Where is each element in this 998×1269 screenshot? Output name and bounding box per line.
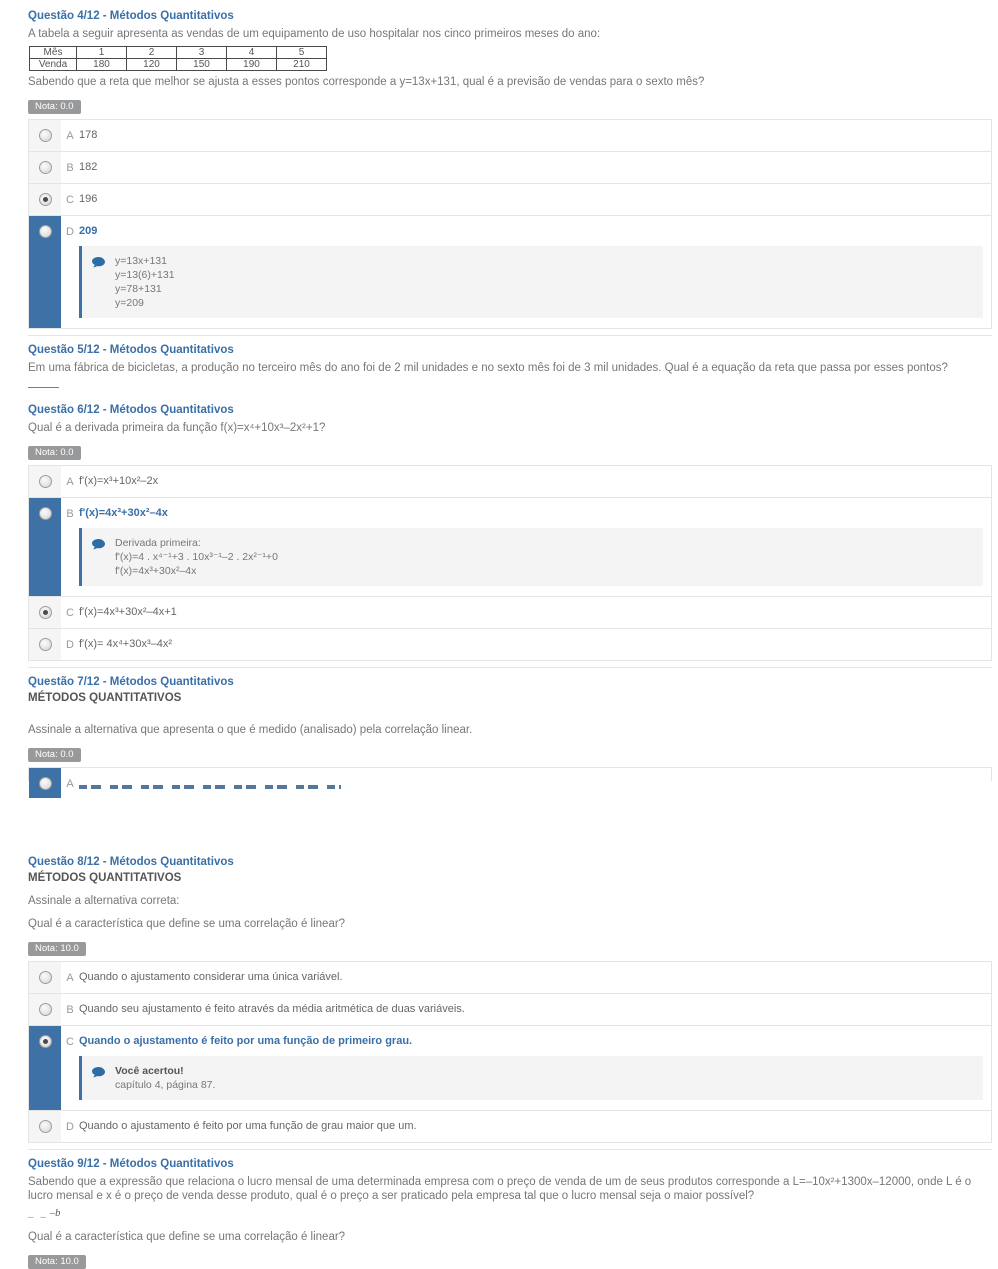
option-row[interactable] <box>29 498 991 597</box>
table-cell: 190 <box>227 59 277 71</box>
formula-fragment <box>28 1207 995 1221</box>
option-row[interactable] <box>29 152 991 184</box>
radio-cell <box>29 994 61 1025</box>
explanation-line: y=13(6)+131 <box>115 269 175 281</box>
question-separator <box>28 667 992 668</box>
radio-button[interactable] <box>39 193 52 206</box>
option-letter: D <box>66 226 74 238</box>
options-list <box>28 767 992 790</box>
radio-button[interactable] <box>39 777 52 790</box>
score-badge: Nota: 10.0 <box>28 1255 86 1269</box>
option-content <box>79 184 991 215</box>
option-content <box>79 466 991 497</box>
option-text: f'(x)=x³+10x²–2x <box>79 475 159 487</box>
option-content <box>79 962 991 993</box>
question-title: Questão 4/12 - Métodos Quantitativos <box>28 10 234 22</box>
explanation-line: Derivada primeira: <box>115 537 201 549</box>
option-text: Quando o ajustamento é feito por uma função de grau maior que um. <box>79 1120 417 1132</box>
table-cell: 180 <box>77 59 127 71</box>
table-cell: Venda <box>30 59 77 71</box>
explanation-line: capítulo 4, página 87. <box>115 1079 216 1091</box>
score-badge: Nota: 0.0 <box>28 100 81 114</box>
radio-button[interactable] <box>39 1035 52 1048</box>
option-text: Quando seu ajustamento é feito através da média aritmética de duas variáveis. <box>79 1003 465 1015</box>
radio-cell <box>29 962 61 993</box>
option-text: Quando o ajustamento é feito por uma função de primeiro grau. <box>79 1035 413 1047</box>
question-title: Questão 8/12 - Métodos Quantitativos <box>28 856 234 868</box>
question-title: Questão 6/12 - Métodos Quantitativos <box>28 404 234 416</box>
question-title: Questão 7/12 - Métodos Quantitativos <box>28 676 234 688</box>
option-text: f'(x)=4x³+30x²–4x <box>79 507 168 519</box>
formula-fragment-sup: –b <box>49 1208 61 1219</box>
option-letter: C <box>66 1036 74 1048</box>
comment-icon <box>92 1065 105 1076</box>
question-block-5 <box>28 344 995 388</box>
option-letter: B <box>66 162 74 174</box>
table-cell: 1 <box>77 47 127 59</box>
option-letter: A <box>66 778 74 790</box>
option-letter: C <box>66 194 74 206</box>
radio-cell <box>29 216 61 328</box>
option-text: 209 <box>79 225 98 237</box>
question-block-8 <box>28 856 995 1143</box>
radio-button[interactable] <box>39 971 52 984</box>
option-row[interactable] <box>29 994 991 1026</box>
radio-button[interactable] <box>39 1120 52 1133</box>
question-text: Qual é a característica que define se uma correlação é linear? <box>28 1231 346 1243</box>
option-text: f'(x)= 4x⁴+30x³–4x² <box>79 638 173 650</box>
question-text: Qual é a derivada primeira da função f(x)=x⁴+10x³–2x²+1? <box>28 422 326 434</box>
question-block-9 <box>28 1158 995 1269</box>
table-row <box>30 47 327 59</box>
radio-button[interactable] <box>39 507 52 520</box>
radio-cell <box>29 1111 61 1142</box>
option-content <box>79 768 991 798</box>
radio-cell <box>29 152 61 183</box>
question-text: Assinale a alternativa que apresenta o que é medido (analisado) pela correlação linear. <box>28 724 473 736</box>
radio-cell <box>29 184 61 215</box>
option-letter: A <box>66 476 74 488</box>
option-text: 196 <box>79 193 98 205</box>
radio-button[interactable] <box>39 606 52 619</box>
explanation-line: f'(x)=4x³+30x²–4x <box>115 565 197 577</box>
data-table <box>29 46 327 71</box>
question-block-4 <box>28 10 995 329</box>
option-content <box>79 597 991 628</box>
question-text: Sabendo que a reta que melhor se ajusta a esses pontos corresponde a y=13x+131, qual é a previsão de vendas para o sexto mês? <box>28 76 705 88</box>
options-list <box>28 465 992 661</box>
radio-cell <box>29 629 61 660</box>
question-separator <box>28 1149 992 1150</box>
explanation-line: y=209 <box>115 297 144 309</box>
radio-button[interactable] <box>39 161 52 174</box>
option-row[interactable] <box>29 962 991 994</box>
option-row[interactable] <box>29 597 991 629</box>
radio-button[interactable] <box>39 638 52 651</box>
question-block-7 <box>28 676 995 848</box>
radio-cell <box>29 498 61 596</box>
option-content <box>79 1026 991 1110</box>
radio-cell <box>29 597 61 628</box>
question-block-6 <box>28 404 995 661</box>
question-text: Sabendo que a expressão que relaciona o lucro mensal de uma determinada empresa com o preço de venda de um de seus produtos corresponde a L=–10x²+1300x–12000, onde L é o lucro mensal e x é o preço de venda desse produto, qual é o preço a ser praticado pela empresa tal que o lucro mensal seja o maior possível? <box>28 1176 972 1202</box>
explanation-line: y=78+131 <box>115 283 162 295</box>
option-row[interactable] <box>29 184 991 216</box>
explanation-lines <box>115 536 973 578</box>
comment-icon <box>92 255 105 266</box>
explanation-line: y=13x+131 <box>115 255 167 267</box>
table-cell: 120 <box>127 59 177 71</box>
explanation-line: Você acertou! <box>115 1065 184 1077</box>
option-letter: D <box>66 639 74 651</box>
question-text: Em uma fábrica de bicicletas, a produção no terceiro mês do ano foi de 2 mil unidades e no sexto mês foi de 3 mil unidades. Qual é a equação da reta que passa por esses pontos? <box>28 362 948 374</box>
option-content <box>79 498 991 596</box>
option-text: 182 <box>79 161 98 173</box>
score-badge: Nota: 10.0 <box>28 942 86 956</box>
table-cell: 2 <box>127 47 177 59</box>
question-subtitle: MÉTODOS QUANTITATIVOS <box>28 872 182 884</box>
option-text: f'(x)=4x³+30x²–4x+1 <box>79 606 177 618</box>
score-badge: Nota: 0.0 <box>28 446 81 460</box>
question-separator <box>28 335 992 336</box>
table-cell: 150 <box>177 59 227 71</box>
table-row <box>30 59 327 71</box>
table-cell: 5 <box>277 47 327 59</box>
radio-button[interactable] <box>39 475 52 488</box>
option-content <box>79 152 991 183</box>
table-cell: 3 <box>177 47 227 59</box>
option-row[interactable] <box>29 629 991 660</box>
question-subtitle: MÉTODOS QUANTITATIVOS <box>28 692 182 704</box>
explanation-box <box>79 246 983 318</box>
radio-button[interactable] <box>39 225 52 238</box>
options-list <box>28 119 992 329</box>
table-cell: 210 <box>277 59 327 71</box>
option-content <box>79 120 991 151</box>
radio-cell <box>29 466 61 497</box>
score-badge: Nota: 0.0 <box>28 748 81 762</box>
option-letter: A <box>66 972 74 984</box>
option-letter: B <box>66 1004 74 1016</box>
option-row[interactable] <box>29 768 991 798</box>
option-content <box>79 216 991 328</box>
option-content <box>79 629 991 660</box>
option-letter: A <box>66 130 74 142</box>
formula-fragment-dashes: – – <box>28 1212 48 1223</box>
explanation-line: f'(x)=4 . x⁴⁻¹+3 . 10x³⁻¹–2 . 2x²⁻¹+0 <box>115 551 278 563</box>
option-row[interactable] <box>29 216 991 328</box>
table-cell: Mês <box>30 47 77 59</box>
question-text: Qual é a característica que define se uma correlação é linear? <box>28 918 346 930</box>
table-cell: 4 <box>227 47 277 59</box>
option-row[interactable] <box>29 1111 991 1142</box>
question-title: Questão 9/12 - Métodos Quantitativos <box>28 1158 234 1170</box>
option-letter: D <box>66 1121 74 1133</box>
explanation-lines <box>115 254 973 310</box>
comment-icon <box>92 537 105 548</box>
radio-cell <box>29 768 61 798</box>
radio-cell <box>29 120 61 151</box>
option-text: Quando o ajustamento considerar uma única variável. <box>79 971 343 983</box>
option-content <box>79 1111 991 1142</box>
explanation-box <box>79 1056 983 1100</box>
clipped-option-text <box>79 785 341 789</box>
answer-blank-line <box>28 387 59 388</box>
option-text: 178 <box>79 129 98 141</box>
explanation-lines <box>115 1064 973 1092</box>
option-letter: B <box>66 508 74 520</box>
option-row[interactable] <box>29 1026 991 1111</box>
radio-button[interactable] <box>39 1003 52 1016</box>
question-text: A tabela a seguir apresenta as vendas de um equipamento de uso hospitalar nos cinco primeiros meses do ano: <box>28 28 601 40</box>
question-title: Questão 5/12 - Métodos Quantitativos <box>28 344 234 356</box>
option-row[interactable] <box>29 466 991 498</box>
radio-button[interactable] <box>39 129 52 142</box>
option-content <box>79 994 991 1025</box>
question-text: Assinale a alternativa correta: <box>28 895 180 907</box>
explanation-box <box>79 528 983 586</box>
option-letter: C <box>66 607 74 619</box>
option-row[interactable] <box>29 120 991 152</box>
options-list <box>28 961 992 1143</box>
radio-cell <box>29 1026 61 1110</box>
